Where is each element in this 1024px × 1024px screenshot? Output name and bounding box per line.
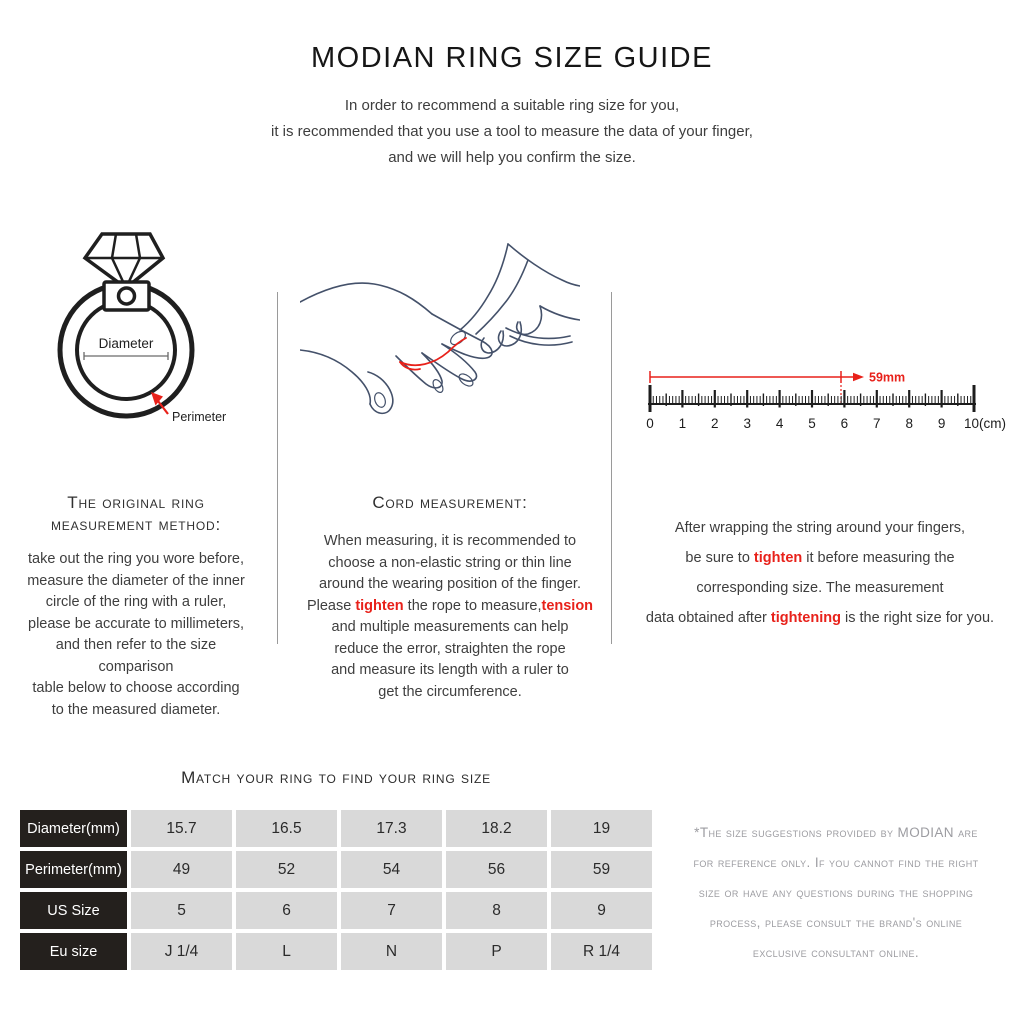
text-segment: be sure to bbox=[685, 550, 754, 566]
body-line: please be accurate to millimeters, bbox=[28, 615, 244, 632]
ruler-tick-label: 5 bbox=[808, 416, 816, 431]
highlight-word: tighten bbox=[355, 597, 404, 614]
highlight-word: tightening bbox=[770, 610, 841, 626]
body-line: and measure its length with a ruler to bbox=[331, 662, 569, 678]
ruler-tick-label: 6 bbox=[840, 416, 849, 431]
body-line: and then refer to the size comparison bbox=[55, 637, 217, 675]
table-cell: 7 bbox=[341, 892, 442, 929]
hand-measuring-illustration bbox=[300, 242, 580, 428]
left-hand-sketch bbox=[300, 283, 492, 413]
ruler-tick-label: 2 bbox=[711, 416, 719, 431]
footnote-line: *The size suggestions provided by MODIAN are bbox=[694, 825, 978, 840]
text-segment: the rope to measure, bbox=[403, 597, 542, 614]
footnote-line: size or have any questions during the shopping bbox=[698, 885, 974, 900]
body-line: to the measured diameter. bbox=[51, 701, 221, 718]
heading-line: The original ring bbox=[67, 493, 205, 512]
ruler-tick-label: 10(cm) bbox=[964, 416, 1007, 431]
section-heading bbox=[298, 492, 602, 514]
right-hand-sketch bbox=[448, 244, 580, 353]
row-header: US Size bbox=[20, 892, 127, 929]
table-cell: 49 bbox=[131, 851, 232, 888]
row-header: Eu size bbox=[20, 933, 127, 970]
body-line: reduce the error, straighten the rope bbox=[334, 640, 566, 657]
measure-length-label: 59mm bbox=[869, 370, 906, 385]
row-header: Diameter(mm) bbox=[20, 810, 127, 847]
body-line: table below to choose according bbox=[32, 680, 240, 696]
ruler-tick-label: 0 bbox=[646, 416, 654, 431]
diamond-icon bbox=[85, 234, 163, 288]
ruler-tick-label: 1 bbox=[678, 416, 687, 431]
table-cell: 19 bbox=[551, 810, 652, 847]
table-cell: 6 bbox=[236, 892, 337, 929]
body-line bbox=[632, 603, 1008, 633]
body-line: choose a non-elastic string or thin line bbox=[328, 554, 572, 571]
ruler-numbers bbox=[646, 416, 1006, 431]
body-line: take out the ring you wore before, bbox=[27, 551, 245, 567]
highlight-word: tension bbox=[541, 597, 594, 614]
body-line: get the circumference. bbox=[378, 683, 522, 700]
row-header: Perimeter(mm) bbox=[20, 851, 127, 888]
body-line: and multiple measurements can help bbox=[331, 619, 569, 635]
table-cell: 5 bbox=[131, 892, 232, 929]
string-tighten-section bbox=[632, 513, 1008, 633]
table-heading: Match your ring to find your ring size bbox=[181, 768, 491, 787]
table-cell: L bbox=[236, 933, 337, 970]
table-cell: 9 bbox=[551, 892, 652, 929]
ring-setting bbox=[104, 282, 149, 310]
intro-text bbox=[0, 93, 1024, 171]
cord-method-section bbox=[298, 492, 602, 703]
table-cell: 59 bbox=[551, 851, 652, 888]
table-cell: 15.7 bbox=[131, 810, 232, 847]
table-cell: R 1/4 bbox=[551, 933, 652, 970]
section-heading bbox=[22, 492, 250, 536]
original-method-section bbox=[22, 492, 250, 721]
text-segment: data obtained after bbox=[645, 610, 771, 626]
body-line: After wrapping the string around your fingers, bbox=[674, 520, 966, 536]
page-title: MODIAN RING SIZE GUIDE bbox=[311, 42, 713, 74]
table-cell: N bbox=[341, 933, 442, 970]
column-divider bbox=[277, 292, 278, 644]
text-segment: is the right size for you. bbox=[840, 610, 995, 626]
body-line: measure the diameter of the inner bbox=[27, 572, 245, 589]
ruler-tick-label: 7 bbox=[873, 416, 881, 431]
disclaimer-footnote bbox=[656, 818, 1016, 968]
table-cell: 52 bbox=[236, 851, 337, 888]
section-body bbox=[298, 531, 602, 703]
highlight-word: tighten bbox=[753, 550, 803, 566]
intro-line: In order to recommend a suitable ring size for you, bbox=[344, 97, 680, 114]
text-segment: Please bbox=[306, 597, 356, 614]
string-end bbox=[506, 328, 570, 338]
body-line: circle of the ring with a ruler, bbox=[45, 594, 227, 610]
body-line: around the wearing position of the finger. bbox=[319, 576, 581, 592]
footnote-line: for reference only. If you cannot find the right bbox=[693, 855, 979, 870]
ruler-tick-label: 8 bbox=[905, 416, 913, 431]
heading-line: Cord measurement: bbox=[372, 493, 528, 512]
body-line: When measuring, it is recommended to bbox=[323, 533, 577, 549]
ruler-tick-label: 3 bbox=[743, 416, 751, 431]
table-cell: 16.5 bbox=[236, 810, 337, 847]
ruler-diagram bbox=[638, 358, 1010, 436]
table-cell: 17.3 bbox=[341, 810, 442, 847]
ring-diagram bbox=[40, 222, 260, 432]
footnote-line: exclusive consultant online. bbox=[752, 945, 920, 960]
footnote-line: process, please consult the brand's online bbox=[709, 915, 963, 930]
table-cell: 56 bbox=[446, 851, 547, 888]
table-cell: 18.2 bbox=[446, 810, 547, 847]
body-line bbox=[632, 543, 1008, 573]
text-segment: it before measuring the bbox=[802, 550, 955, 566]
ruler-ticks bbox=[650, 385, 974, 412]
size-conversion-table bbox=[20, 810, 652, 970]
column-divider bbox=[611, 292, 612, 644]
perimeter-annotation bbox=[151, 392, 226, 424]
intro-line: it is recommended that you use a tool to measure the data of your finger, bbox=[271, 123, 753, 140]
heading-line: measurement method: bbox=[51, 515, 221, 534]
table-cell: J 1/4 bbox=[131, 933, 232, 970]
body-line bbox=[298, 596, 602, 618]
diameter-line bbox=[84, 352, 168, 360]
perimeter-label: Perimeter bbox=[172, 410, 227, 424]
section-body bbox=[22, 549, 250, 721]
body-line: corresponding size. The measurement bbox=[696, 580, 944, 596]
diameter-label: Diameter bbox=[98, 336, 154, 351]
ruler-tick-label: 9 bbox=[937, 416, 946, 431]
table-cell: 54 bbox=[341, 851, 442, 888]
ruler-tick-label: 4 bbox=[775, 416, 784, 431]
table-cell: P bbox=[446, 933, 547, 970]
diameter-annotation bbox=[84, 336, 168, 360]
table-cell: 8 bbox=[446, 892, 547, 929]
intro-line: and we will help you confirm the size. bbox=[388, 149, 636, 166]
